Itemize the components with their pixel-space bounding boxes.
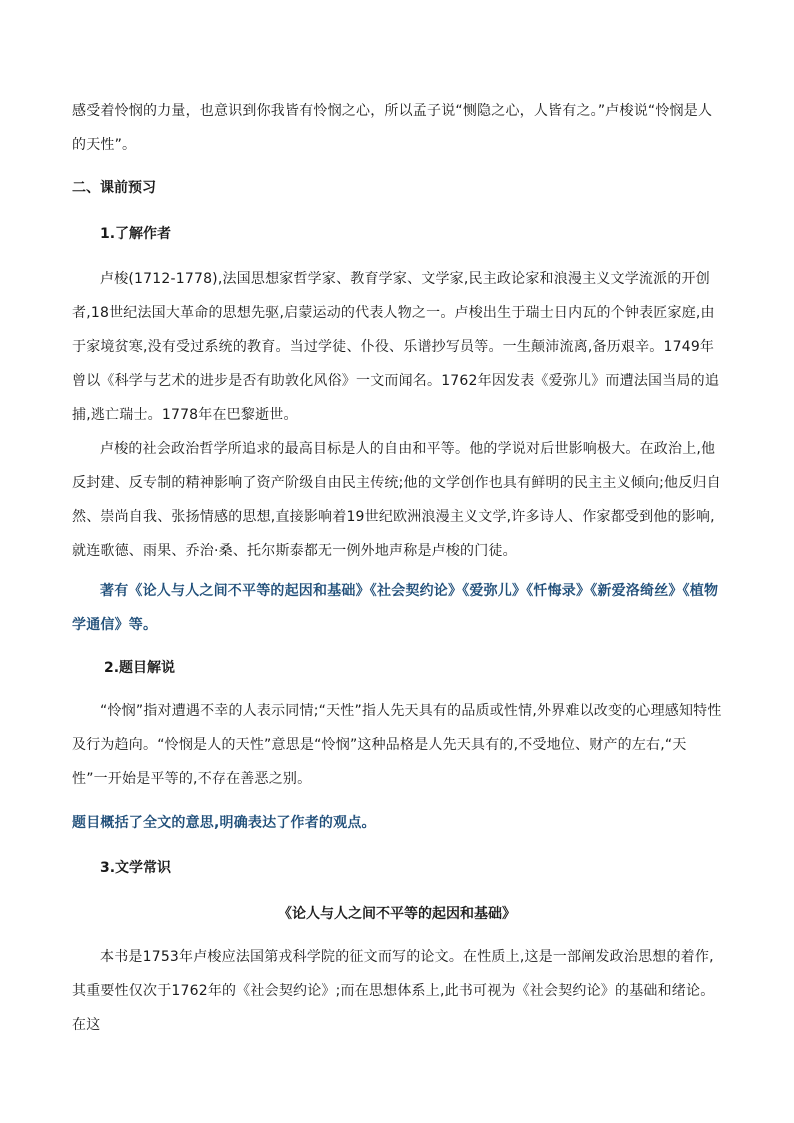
book-title: 《论人与人之间不平等的起因和基础》: [278, 906, 516, 922]
subheading-title-explain: 2.题目解说: [104, 660, 176, 676]
author-bio-paragraph: 卢梭(1712-1778),法国思想家哲学家、教育学家、文学家,民主政论家和浪漫主义文学流派的开创者,18世纪法国大革命的思想先驱,启蒙运动的代表人物之一。卢梭出生于瑞士日内瓦的个钟表匠家庭,由于家境贫寒,没有受过系统的教育。当过学徒、仆役、乐谱抄写员等。一生颠沛流离,备历艰辛。1749年曾以《科学与艺术的进步是否有助敦化风俗》一文而闻名。1762年因发表《爱弥儿》而遭法国当局的追捕,逃亡瑞士。1778年在巴黎逝世。: [72, 271, 720, 423]
intro-paragraph: 感受着怜悯的力量，也意识到你我皆有怜悯之心，所以孟子说“恻隐之心，人皆有之。”卢梭说“怜悯是人的天性”。: [72, 103, 713, 153]
title-explain-paragraph: “怜悯”指对遭遇不幸的人表示同情;“天性”指人先天具有的品质或性情,外界难以改变的心理感知特性及行为趋向。“怜悯是人的天性”意思是“怜悯”这种品格是人先天具有的,不受地位、财产的左右,“天性”一开始是平等的,不存在善恶之别。: [72, 703, 722, 787]
works-paragraph: 著有《论人与人之间不平等的起因和基础》《社会契约论》《爱弥儿》《忏悔录》《新爱洛绮丝》《植物学通信》等。: [72, 583, 719, 633]
section-heading-preview: 二、课前预习: [72, 180, 156, 196]
author-philosophy-paragraph: 卢梭的社会政治哲学所追求的最高目标是人的自由和平等。他的学说对后世影响极大。在政治上,他反封建、反专制的精神影响了资产阶级自由民主传统;他的文学创作也具有鲜明的民主主义倾向;他反归自然、崇尚自我、张扬情感的思想,直接影响着19世纪欧洲浪漫主义文学,许多诗人、作家都受到他的影响,就连歌德、雨果、乔治·桑、托尔斯泰都无一例外地声称是卢梭的门徒。: [72, 441, 721, 559]
book-description-paragraph: 本书是1753年卢梭应法国第戎科学院的征文而写的论文。在性质上,这是一部阐发政治思想的着作,其重要性仅次于1762年的《社会契约论》;而在思想体系上,此书可视为《社会契约论》的基础和绪论。在这: [72, 949, 715, 1033]
subheading-about-author: 1.了解作者: [100, 226, 172, 242]
title-summary-paragraph: 题目概括了全文的意思,明确表达了作者的观点。: [72, 815, 376, 831]
subheading-literary-knowledge: 3.文学常识: [100, 860, 172, 876]
